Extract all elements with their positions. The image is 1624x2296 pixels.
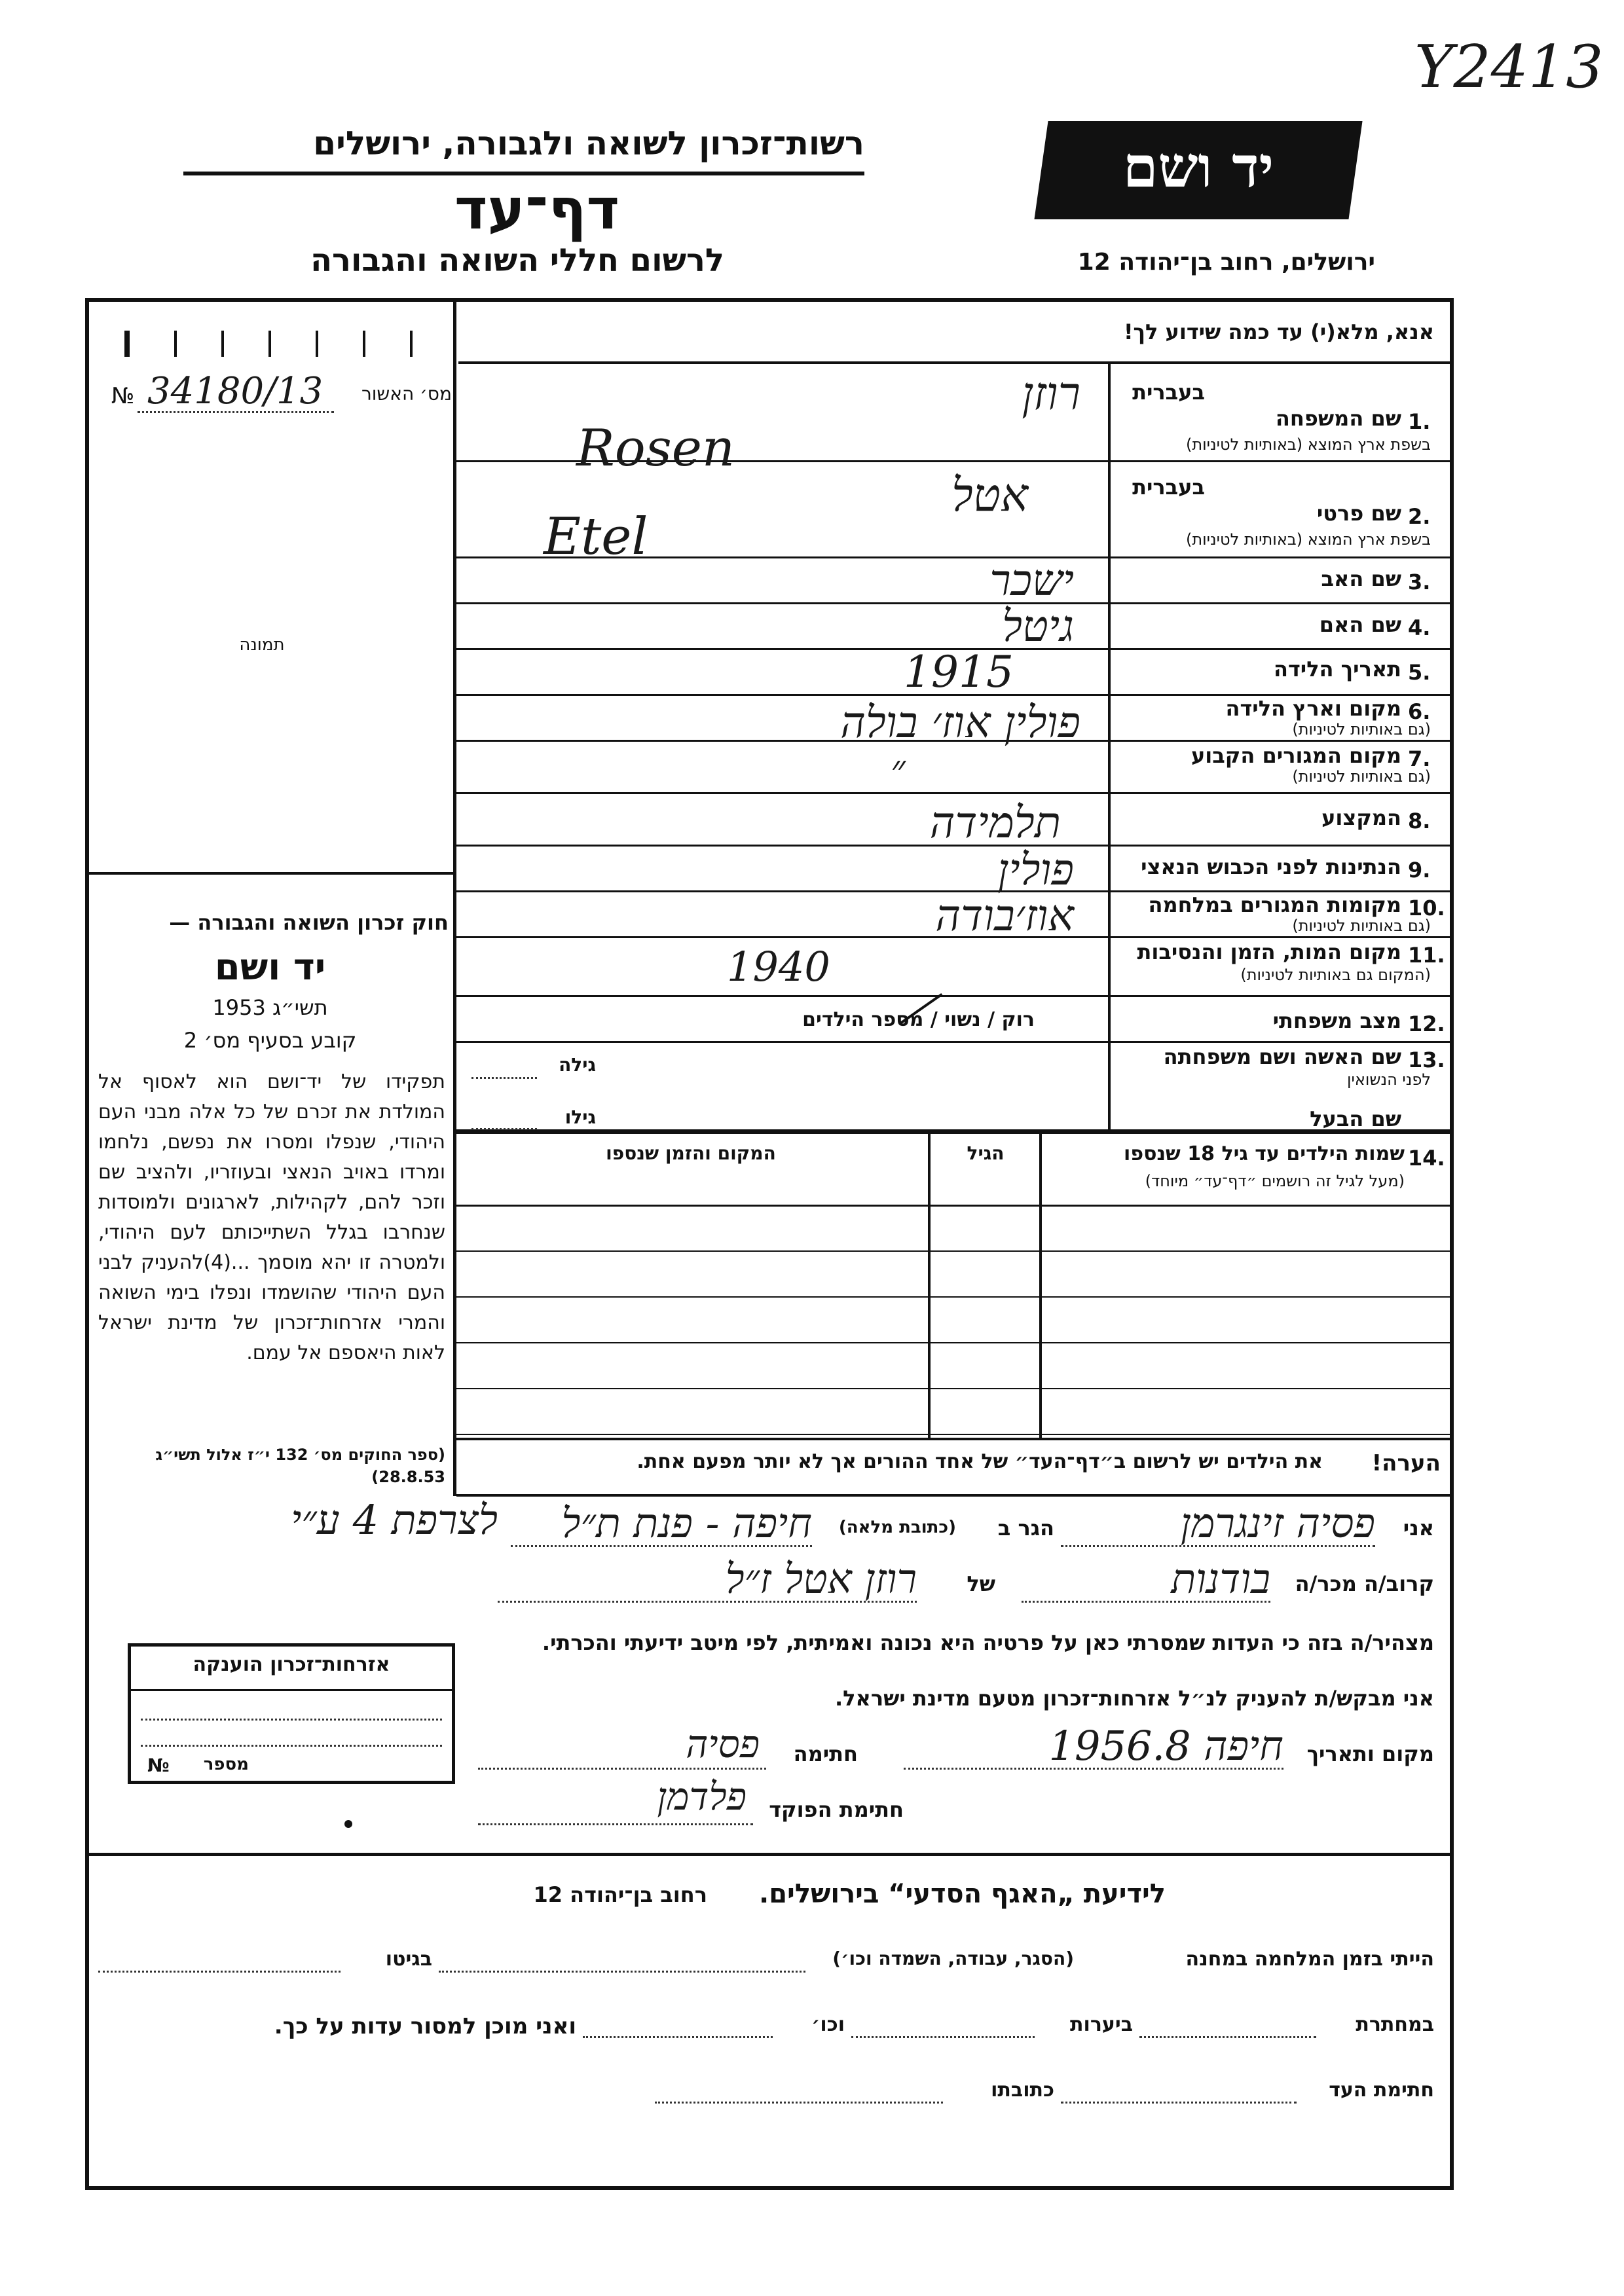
children-row-sep-5	[456, 1434, 1454, 1435]
declarant-request: אני מבקש/ת להעניק לנ״ל אזרחות־זכרון מטעם מדינת ישראל.	[835, 1686, 1434, 1711]
children-row-sep-4	[456, 1388, 1454, 1389]
footer-line2-fill-3	[583, 2036, 773, 2038]
field-4-number: 4.	[1408, 615, 1431, 640]
footer-top-line	[85, 1853, 1454, 1856]
declarant-deceased-line	[498, 1601, 917, 1603]
footer-line3-fill-1	[1061, 2102, 1297, 2104]
field-5-label: תאריך הלידה	[1273, 657, 1401, 682]
field-1-number: 1.	[1408, 409, 1431, 434]
footer-line1-fill-1	[439, 1971, 805, 1973]
children-col-name: שמות הילדים עד גיל 18 שנספו	[1124, 1142, 1405, 1165]
field-3-number: 3.	[1408, 570, 1431, 594]
footer-line2-a: במחתרת	[1356, 2013, 1434, 2036]
law-name: יד ושם	[214, 946, 326, 989]
field-10-value: אוז׳בודה	[935, 890, 1074, 941]
field-5-value: 1915	[904, 647, 1014, 697]
field-1-label: שם המשפחה	[1275, 406, 1401, 431]
field-13-sub: לפני הנשואין	[1346, 1070, 1431, 1089]
declarant-address-line	[511, 1545, 812, 1547]
officer-signature-label: חתימת הפוקד	[769, 1797, 904, 1822]
declarant-address-continued: לצרפת 4 ע״י	[290, 1496, 498, 1544]
children-col-name-sub: (מעל לגיל זה רושמים ״דף־עד״ מיוחד)	[1145, 1172, 1405, 1190]
approval-number-value: 34180/13	[147, 370, 323, 412]
husband-age-line	[471, 1128, 537, 1130]
children-col-divider-1	[1039, 1131, 1042, 1439]
honor-box-line-1	[141, 1719, 442, 1721]
field-3-value: ישכר	[989, 555, 1074, 606]
honor-box-line-2	[141, 1745, 442, 1747]
footer-line1-fill-2	[98, 1971, 341, 1973]
declarant-name-line	[1061, 1545, 1375, 1547]
footer-line2-b: ביערות	[1070, 2013, 1133, 2036]
field-11-label: מקום המות, הזמן והנסיבות	[1137, 939, 1401, 964]
footer-line1-a: הייתי בזמן המלחמה במחנה	[1185, 1948, 1434, 1971]
field-2-sub: בשפת ארץ המוצא (באותיות לטיניות)	[1186, 530, 1431, 549]
husband-age-label: גילו	[564, 1106, 596, 1128]
footer-line1-b: (הסגר, עבודה, השמדה וכו׳)	[832, 1948, 1074, 1969]
approval-tick-marks	[124, 331, 441, 357]
header-address: ירושלים, רחוב בן־יהודה 12	[1077, 249, 1375, 276]
officer-signature-value: פלדמן	[657, 1774, 747, 1819]
note-label: הערה!	[1371, 1450, 1441, 1476]
intro-divider	[458, 361, 1454, 364]
field-9-label: הנתינות לפני הכבוש הנאצי	[1141, 854, 1401, 879]
field-12-value: רוק / נשוי / מספר הילדים	[802, 1008, 1035, 1031]
declarant-relation-line	[1022, 1601, 1270, 1603]
field-6-sub: (גם באותיות לטיניות)	[1292, 720, 1431, 738]
field-12-label: מצב משפחתי	[1272, 1008, 1401, 1033]
field-3-label: שם האב	[1321, 566, 1401, 591]
sidebar-divider	[453, 298, 456, 1496]
field-4-label: שם האם	[1319, 612, 1401, 637]
sidebar-top-line	[85, 872, 455, 875]
law-year: תשי״ג 1953	[212, 995, 328, 1020]
field-7-label: מקום המגורים הקבוע	[1190, 743, 1401, 768]
authority-underline	[183, 172, 864, 175]
children-row-sep-1	[456, 1250, 1454, 1252]
declarant-i-label: אני	[1403, 1516, 1434, 1540]
law-footnote: (ספר החוקים מס׳ 132 י״ז אלול תשי״ג 28.8.53)	[155, 1446, 445, 1486]
row-sep-11	[456, 995, 1454, 997]
handwritten-reference-number: Y2413	[1414, 33, 1604, 101]
field-1-sub: בשפת ארץ המוצא (באותיות לטיניות)	[1186, 435, 1431, 454]
field-1-value-latin: Rosen	[576, 419, 735, 478]
approval-underline	[138, 411, 334, 413]
place-date-label: מקום ותאריך	[1306, 1741, 1434, 1766]
row-sep-12	[456, 1041, 1454, 1043]
field-7-number: 7.	[1408, 746, 1431, 771]
footer-line2-c: וכו׳	[811, 2013, 845, 2036]
field-9-value: פולין	[997, 845, 1074, 895]
note-bottom-line	[456, 1494, 1454, 1497]
footer-line2-d: ואני מוכן למסור עדות על כך.	[274, 2013, 576, 2039]
field-5-number: 5.	[1408, 660, 1431, 685]
field-8-value: תלמידה	[929, 797, 1061, 848]
field-13-age-label: גילה	[559, 1054, 596, 1076]
declarant-relation-label: קרוב/ה מכר/ה	[1295, 1571, 1434, 1596]
field-6-label: מקום וארץ הלידה	[1225, 696, 1401, 721]
field-6-number: 6.	[1408, 699, 1431, 724]
declarant-declaration: מצהיר/ה בזה כי העדות שמסרתי כאן על פרטיה היא נכונה ואמיתית, לפי מיטב ידיעתי והכרתי.	[542, 1630, 1434, 1655]
declarant-address-label: (כתובת מלאה)	[838, 1518, 956, 1537]
field-13-label: שם האשה ושם משפחתה	[1163, 1044, 1401, 1069]
children-table-number: 14.	[1408, 1146, 1445, 1171]
footer-title: לידיעת „האגף הסדעי“ בירושלים.	[759, 1879, 1166, 1909]
declarant-resident-label: הגר ב	[997, 1516, 1054, 1540]
children-row-sep-3	[456, 1342, 1454, 1343]
registration-dot	[344, 1820, 352, 1828]
law-clause: קובע בסעיף מס׳ 2	[183, 1028, 357, 1053]
photo-label: תמונה	[239, 635, 285, 655]
officer-signature-line	[478, 1823, 753, 1825]
field-13-number: 13.	[1408, 1048, 1445, 1072]
footer-line2-fill-2	[851, 2036, 1035, 2038]
declarant-deceased: רוזן אטל ז״ל	[725, 1555, 917, 1603]
field-2-hebrew-tag: בעברית	[1132, 475, 1205, 500]
field-10-sub: (גם באותיות לטיניות)	[1292, 917, 1431, 935]
field-2-label: שם פרטי	[1316, 501, 1401, 526]
footer-line3-a: חתימת העד	[1329, 2079, 1434, 2102]
approval-prefix: №	[111, 383, 135, 409]
honor-box-title: אזרחות־זכרון הוענקה	[193, 1653, 390, 1676]
footer-line3-fill-2	[655, 2102, 943, 2104]
footer-line2-fill-1	[1139, 2036, 1316, 2038]
logo-text: יד ושם	[1122, 134, 1274, 200]
field-7-sub: (גם באותיות לטיניות)	[1292, 767, 1431, 786]
field-4-value: גיטל	[1002, 601, 1074, 651]
field-10-number: 10.	[1408, 896, 1445, 920]
field-12-number: 12.	[1408, 1011, 1445, 1036]
field-2-number: 2.	[1408, 504, 1431, 529]
husband-label: שם הבעל	[1310, 1106, 1401, 1131]
note-top-line	[456, 1438, 1454, 1440]
field-13-age-line	[471, 1077, 537, 1079]
honor-box-number-prefix: №	[147, 1755, 170, 1776]
honor-box-title-sep	[131, 1689, 452, 1691]
place-date-line	[904, 1768, 1283, 1770]
field-7-value: ״	[891, 746, 906, 792]
field-2-value-hebrew: אטל	[951, 468, 1028, 522]
field-11-number: 11.	[1408, 943, 1445, 968]
children-col-place: המקום והזמן שנספו	[606, 1142, 776, 1164]
signature-label: חתימה	[793, 1741, 858, 1766]
footer-line1-c: בגיטו	[385, 1948, 432, 1971]
honor-box-number-label: מספר	[203, 1755, 249, 1774]
signature-line	[478, 1768, 766, 1770]
children-table-top	[456, 1131, 1454, 1134]
declarant-relation: בודנות	[1171, 1555, 1270, 1603]
field-8-label: המקצוע	[1321, 805, 1401, 830]
footer-line3-b: כתובתו	[991, 2079, 1054, 2102]
declarant-address: חיפה - פנת ת״ל	[561, 1499, 812, 1547]
law-body: תפקידו של יד־ושם הוא לאסוף אל המולדת את זכרם של כל אלה מבני העם היהודי, שנפלו ומסרו את נפשם, נלחמו ומרדו באויב הנאצי ובעוזריו, ולהציב שם וזכר להם, לקהילות, לארגונים ולמוסדות שנחרבו בגלל השתייכותם לעם היהודי, ולמטרה זו יהא מוסמך ...(4)להעניק לבני העם היהודי שהושמדו ונפלו בימי השואה והמרי אזרחות־זכרון של מדינת ישראל לאות היאספם אל עמם.	[98, 1070, 445, 1364]
children-row-sep-2	[456, 1296, 1454, 1298]
place-date-value: חיפה 1956.8	[1048, 1722, 1283, 1770]
law-title: חוק זכרון השואה והגבורה —	[169, 910, 449, 935]
field-9-number: 9.	[1408, 858, 1431, 883]
field-2-value-latin: Etel	[544, 507, 648, 566]
field-1-hebrew-tag: בעברית	[1132, 380, 1205, 405]
label-column-divider	[1108, 364, 1111, 1130]
signature-value: פסיה	[686, 1722, 760, 1766]
form-subtitle: לרשום חללי השואה והגבורה	[310, 242, 724, 279]
field-11-sub: (המקום גם באותיות לטיניות)	[1240, 966, 1431, 984]
intro-instruction: אנא, מלא(י) עד כמה שידוע לך!	[1123, 319, 1434, 344]
footer-address: רחוב בן־יהודה 12	[533, 1882, 707, 1907]
children-col-divider-2	[928, 1131, 931, 1439]
field-6-value: פולין אוז׳ בולה	[840, 697, 1080, 748]
row-sep-7	[456, 792, 1454, 794]
form-title: דף־עד	[454, 177, 620, 242]
children-header-sep	[456, 1205, 1454, 1207]
note-text: את הילדים יש לרשום ב״דף־העד״ של אחד ההורים אך לא יותר מפעם אחת.	[637, 1450, 1323, 1473]
field-1-value-hebrew: רוזן	[1022, 367, 1080, 420]
children-col-age: הגיל	[967, 1142, 1005, 1164]
declarant-name: פסיה זינגרמן	[1180, 1499, 1375, 1547]
field-10-label: מקומות המגורים במלחמה	[1148, 892, 1401, 917]
field-11-value: 1940	[727, 943, 830, 991]
field-8-number: 8.	[1408, 809, 1431, 833]
approval-label: מס׳ האשור	[361, 383, 452, 405]
declarant-of-label: של	[967, 1571, 995, 1596]
authority-line: רשות־זכרון לשואה ולגבורה, ירושלים	[313, 124, 864, 162]
